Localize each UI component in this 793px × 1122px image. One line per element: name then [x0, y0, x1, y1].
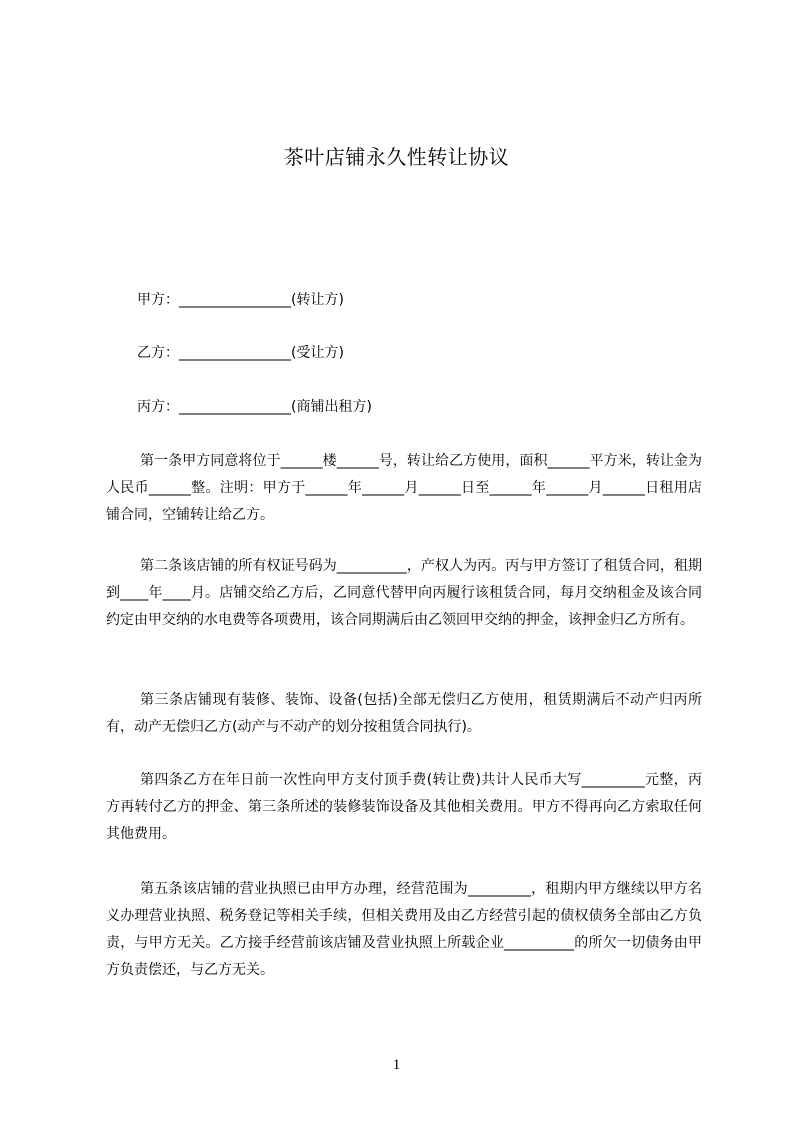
article-2: 第二条该店铺的所有权证号码为__________，产权人为丙。丙与甲方签订了租赁合同，租期到____年____月。店铺交给乙方后，乙同意代替甲向丙履行该租赁合同，每月交纳租金及该合同约定由甲交纳的水电费等各项费用，该合同期满后由乙领回甲交纳的押金，该押金归乙方所有。 — [106, 558, 702, 628]
article-4: 第四条乙方在年日前一次性向甲方支付顶手费(转让费)共计人民币大写_________元整，丙方再转付乙方的押金、第三条所述的装修装饰设备及其他相关费用。甲方不得再向乙方索取任何其他费用。 — [106, 772, 702, 842]
document-title: 茶叶店铺永久性转让协议 — [283, 145, 510, 169]
article-5: 第五条该店铺的营业执照已由甲方办理，经营范围为_________，租期内甲方继续以甲方名义办理营业执照、税务登记等相关手续，但相关费用及由乙方经营引起的债权债务全部由乙方负责，与甲方无关。乙方接手经营前该店铺及营业执照上所载企业__________的所欠一切债务由甲方负责偿还，与乙方无关。 — [106, 881, 702, 978]
article-3: 第三条店铺现有装修、装饰、设备(包括)全部无偿归乙方使用，租赁期满后不动产归丙所有，动产无偿归乙方(动产与不动产的划分按租赁合同执行)。 — [106, 692, 702, 735]
article-1: 第一条甲方同意将位于______楼______号，转让给乙方使用，面积______平方米，转让金为人民币______整。注明：甲方于______年______月______日至______年______月______日租用店铺合同，空铺转让给乙方。 — [106, 453, 702, 523]
party-b-line: 乙方：________________(受让方) — [137, 345, 344, 361]
party-a-line: 甲方：________________(转让方) — [137, 292, 344, 308]
page-number: 1 — [392, 1057, 401, 1073]
party-c-line: 丙方：________________(商铺出租方) — [137, 399, 372, 415]
